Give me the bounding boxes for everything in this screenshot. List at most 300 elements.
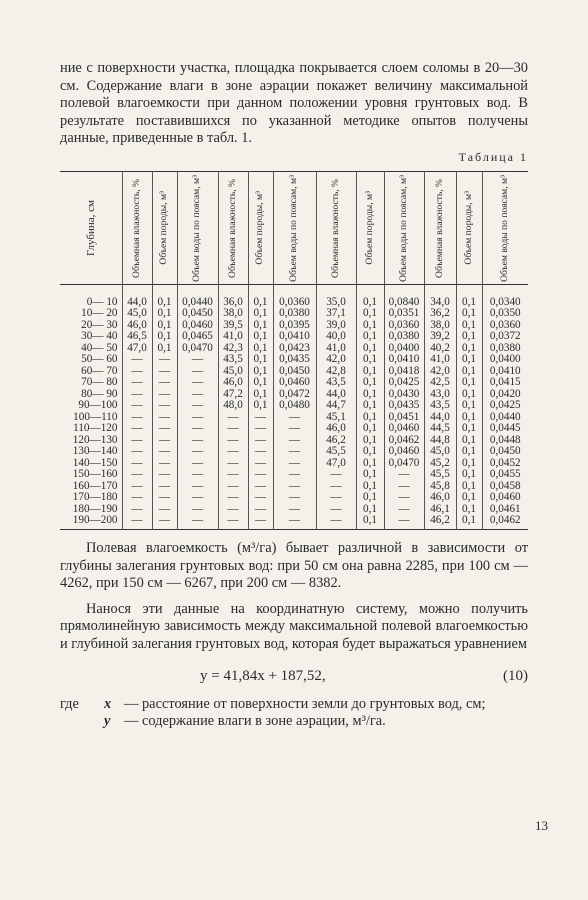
table-cell: 0,0460	[273, 377, 316, 389]
table-cell: 0,1	[456, 308, 482, 320]
table-cell: 0,1	[152, 343, 177, 355]
table-cell: 0,0460	[482, 492, 528, 504]
table-cell: 0,1	[456, 469, 482, 481]
table-cell: 0,1	[248, 284, 273, 308]
table-cell: 0,1	[248, 308, 273, 320]
table-cell: —	[273, 469, 316, 481]
table-cell: —	[248, 435, 273, 447]
table-cell: 45,5	[316, 446, 356, 458]
table-cell: —	[218, 412, 248, 424]
table-cell: —	[248, 446, 273, 458]
table-cell: 0,1	[456, 412, 482, 424]
column-header	[248, 171, 273, 284]
table-cell: —	[177, 504, 218, 516]
table-cell: 42,5	[424, 377, 456, 389]
table-cell: —	[122, 354, 152, 366]
definition-variable: y	[104, 713, 111, 730]
table-cell: 36,2	[424, 308, 456, 320]
table-cell: 0,1	[356, 366, 384, 378]
table-header-row	[60, 171, 528, 284]
column-header-label: Объемная влажность, %	[329, 178, 341, 278]
table-cell: 0,0351	[384, 308, 424, 320]
table-cell: 0,1	[356, 377, 384, 389]
table-cell: 0,1	[356, 308, 384, 320]
column-header-label: Глубина, см	[84, 199, 97, 256]
table-cell: —	[273, 435, 316, 447]
column-header	[384, 171, 424, 284]
table-cell: 0,0445	[482, 423, 528, 435]
definition-text: — расстояние от поверхности земли до грунтовых вод, см;	[124, 695, 486, 712]
column-header	[177, 171, 218, 284]
depth-cell: 190—200	[72, 514, 118, 527]
table-cell: 41,0	[424, 354, 456, 366]
table-cell: 0,0380	[482, 343, 528, 355]
table-cell: 45,8	[424, 481, 456, 493]
table-cell: 46,1	[424, 504, 456, 516]
table-cell: —	[248, 504, 273, 516]
definition-x	[60, 696, 528, 714]
table-cell: 35,0	[316, 284, 356, 308]
table-cell: 48,0	[218, 400, 248, 412]
table-cell: 46,0	[218, 377, 248, 389]
table-cell: 0,0380	[273, 308, 316, 320]
table-cell: 0,1	[152, 284, 177, 308]
depth-cell: 40— 50	[81, 341, 118, 354]
table-cell: 0,0460	[177, 320, 218, 332]
table-cell: 0,1	[356, 435, 384, 447]
depth-cell: 20— 30	[81, 318, 118, 331]
table-cell: 0,1	[152, 308, 177, 320]
table-cell: 0,0840	[384, 284, 424, 308]
depth-cell: 120—130	[72, 433, 118, 446]
table-cell: —	[152, 354, 177, 366]
table-cell: 0,0380	[384, 331, 424, 343]
depth-cell: 50— 60	[81, 353, 118, 366]
column-header-label: Объем породы, м³	[462, 191, 474, 265]
table-cell: —	[218, 446, 248, 458]
table-cell: —	[177, 377, 218, 389]
table-cell: 0,0472	[273, 389, 316, 401]
depth-cell: 30— 40	[81, 330, 118, 343]
column-header	[316, 171, 356, 284]
table-cell: 0,0440	[177, 284, 218, 308]
table-cell: 0,1	[356, 343, 384, 355]
table-cell: 0,0440	[482, 412, 528, 424]
table-cell: —	[152, 481, 177, 493]
table-cell: —	[177, 389, 218, 401]
table-body	[60, 284, 528, 529]
table-cell: —	[122, 481, 152, 493]
table-cell: —	[152, 423, 177, 435]
depth-cell: 80— 90	[81, 387, 118, 400]
table-cell: —	[218, 492, 248, 504]
table-cell: —	[218, 458, 248, 470]
table-cell: 42,3	[218, 343, 248, 355]
table-cell: —	[177, 366, 218, 378]
table-cell: 0,0423	[273, 343, 316, 355]
table-cell: 46,5	[122, 331, 152, 343]
table-cell: —	[316, 469, 356, 481]
column-header	[122, 171, 152, 284]
table-cell: —	[152, 377, 177, 389]
definition-variable: x	[104, 695, 112, 712]
table-cell: 0,0360	[384, 320, 424, 332]
table-cell: —	[122, 458, 152, 470]
table-cell: 0,1	[356, 515, 384, 529]
table-cell: 46,2	[424, 515, 456, 529]
table-cell: 0,1	[456, 458, 482, 470]
table-cell: 47,2	[218, 389, 248, 401]
table-cell: 0,1	[152, 331, 177, 343]
column-header-label: Объемная влажность, %	[433, 178, 445, 278]
table-cell: 45,2	[424, 458, 456, 470]
table-cell: 0,0470	[384, 458, 424, 470]
table-cell: 0,1	[248, 354, 273, 366]
table-cell: 38,0	[218, 308, 248, 320]
table-cell: 44,8	[424, 435, 456, 447]
table-cell: 46,0	[122, 320, 152, 332]
table-cell: 0,0435	[273, 354, 316, 366]
table-cell: —	[152, 515, 177, 529]
table-cell: 0,1	[248, 331, 273, 343]
table-cell: 0,1	[356, 400, 384, 412]
definition-text: — содержание влаги в зоне аэрации, м³/га.	[124, 713, 386, 730]
table-cell: 0,1	[456, 377, 482, 389]
table-cell: —	[273, 515, 316, 529]
table-cell: 0,1	[356, 446, 384, 458]
table-cell: 0,0461	[482, 504, 528, 516]
table-cell: 43,5	[218, 354, 248, 366]
table-cell: 0,0448	[482, 435, 528, 447]
table-cell: 0,0372	[482, 331, 528, 343]
formula	[60, 662, 528, 692]
formula-expression: y = 41,84x + 187,52,	[200, 667, 326, 684]
table-cell: 0,0425	[482, 400, 528, 412]
table-cell: 0,0410	[273, 331, 316, 343]
table-cell: 0,1	[456, 400, 482, 412]
table-cell: 0,0395	[273, 320, 316, 332]
table-cell: 0,1	[248, 343, 273, 355]
table-cell: —	[122, 504, 152, 516]
table-cell: 0,0418	[384, 366, 424, 378]
column-header	[424, 171, 456, 284]
table-cell: —	[273, 481, 316, 493]
table-cell: —	[122, 377, 152, 389]
table-cell: —	[384, 469, 424, 481]
table-cell: 43,5	[316, 377, 356, 389]
depth-cell: 180—190	[72, 502, 118, 515]
table-cell: —	[122, 446, 152, 458]
table-cell: —	[122, 435, 152, 447]
depth-cell: 140—150	[72, 456, 118, 469]
table-cell: 0,0425	[384, 377, 424, 389]
table-cell: —	[248, 515, 273, 529]
table-cell: —	[218, 435, 248, 447]
table-cell: —	[177, 435, 218, 447]
table-cell: 0,1	[356, 320, 384, 332]
depth-cell: 170—180	[72, 491, 118, 504]
column-header-label: Объем породы, м³	[363, 191, 375, 265]
table-cell: 0,0450	[273, 366, 316, 378]
table-caption: Таблица 1	[458, 149, 528, 164]
table-cell: 44,0	[122, 284, 152, 308]
table-cell: 40,0	[316, 331, 356, 343]
table-cell: —	[273, 412, 316, 424]
table-cell: 0,0340	[482, 284, 528, 308]
depth-cell: 110—120	[73, 422, 118, 435]
table-cell: —	[316, 492, 356, 504]
table-cell: 38,0	[424, 320, 456, 332]
table-cell: 0,1	[356, 389, 384, 401]
data-table	[60, 171, 528, 530]
depth-cell: 100—110	[73, 410, 118, 423]
table-cell: —	[122, 366, 152, 378]
page-number: 13	[535, 818, 548, 833]
column-header-label: Объем породы, м³	[254, 191, 266, 265]
table-cell: —	[152, 458, 177, 470]
formula-number: (10)	[503, 667, 528, 684]
table-cell: 36,0	[218, 284, 248, 308]
column-header-label: Объемная влажность, %	[226, 178, 238, 278]
table-cell: 0,1	[248, 320, 273, 332]
depth-cell: 0— 10	[86, 295, 118, 308]
table-cell: 39,0	[316, 320, 356, 332]
paragraph-intro: ние с поверхности участка, площадка покрывается слоем соломы в 20—30 см. Содержание влаги в зоне аэрации покажет величину максимальной полевой влагоемкости при данном положении уровня грунтовых вод. В результате поставившихся по указанной методике опытов получены данные, приведенные в табл. 1.	[60, 60, 528, 147]
table-cell: 46,0	[316, 423, 356, 435]
column-header	[273, 171, 316, 284]
table-cell: 0,1	[248, 389, 273, 401]
table-cell: —	[384, 515, 424, 529]
table-cell: 0,0360	[482, 320, 528, 332]
table-cell: —	[177, 354, 218, 366]
table-cell: 43,0	[424, 389, 456, 401]
variable-definitions	[60, 696, 528, 731]
table-cell: —	[316, 515, 356, 529]
table-cell: —	[152, 504, 177, 516]
table-cell: 0,1	[456, 446, 482, 458]
table-cell: 0,0470	[177, 343, 218, 355]
table-cell: —	[248, 469, 273, 481]
table-cell: 0,1	[456, 320, 482, 332]
table-cell: —	[152, 469, 177, 481]
table-cell: 0,1	[456, 366, 482, 378]
table-cell: 0,0400	[384, 343, 424, 355]
table-cell: 44,7	[316, 400, 356, 412]
table-cell: 0,1	[356, 492, 384, 504]
table-cell: 0,1	[356, 481, 384, 493]
table-cell: 0,1	[356, 458, 384, 470]
table-cell: 0,0435	[384, 400, 424, 412]
where-label: где	[60, 695, 79, 712]
table-cell: 0,0480	[273, 400, 316, 412]
table-cell: 0,1	[456, 354, 482, 366]
table-cell: —	[316, 504, 356, 516]
table-cell: 0,1	[248, 400, 273, 412]
table-cell: 0,0400	[482, 354, 528, 366]
table-cell: 0,1	[356, 469, 384, 481]
table-cell: 0,1	[456, 423, 482, 435]
table-cell: —	[122, 400, 152, 412]
table-cell: 0,0465	[177, 331, 218, 343]
table-cell: 47,0	[122, 343, 152, 355]
table-cell: —	[218, 515, 248, 529]
table-cell: —	[218, 469, 248, 481]
table-cell: 0,1	[456, 481, 482, 493]
depth-cell: 130—140	[72, 445, 118, 458]
table-cell: —	[273, 423, 316, 435]
table-cell: —	[273, 446, 316, 458]
table-cell: —	[273, 458, 316, 470]
table-cell: 44,0	[424, 412, 456, 424]
table-cell: 43,5	[424, 400, 456, 412]
column-header-label: Объем воды по поясам, м³	[191, 174, 203, 282]
table-cell: 0,1	[248, 366, 273, 378]
column-header-label: Объемная влажность, %	[130, 178, 142, 278]
table-cell: —	[248, 458, 273, 470]
table-cell: 0,0462	[482, 515, 528, 529]
table-cell: —	[152, 366, 177, 378]
table-cell: 0,1	[456, 389, 482, 401]
table-cell: 39,2	[424, 331, 456, 343]
table-cell: 0,1	[456, 515, 482, 529]
table-cell: —	[122, 423, 152, 435]
column-header	[218, 171, 248, 284]
table-cell: —	[152, 435, 177, 447]
table-cell: —	[248, 481, 273, 493]
paragraph-dependence: Нанося эти данные на координатную систему, можно получить прямолинейную зависимость между максимальной полевой влагоемкостью и глубиной залегания грунтовых вод, которая будет выражаться уравнением	[60, 600, 528, 652]
table-cell: —	[152, 389, 177, 401]
depth-cell: 70— 80	[81, 376, 118, 389]
table-cell: 45,1	[316, 412, 356, 424]
table-cell: 0,1	[356, 284, 384, 308]
table-cell: 45,0	[424, 446, 456, 458]
table-cell: 0,0460	[384, 446, 424, 458]
table-cell: 0,1	[456, 343, 482, 355]
table-cell: —	[177, 446, 218, 458]
table-cell: 45,0	[218, 366, 248, 378]
table-cell: —	[218, 504, 248, 516]
table-cell: 0,1	[456, 284, 482, 308]
table-cell: —	[384, 504, 424, 516]
table-cell: 0,0458	[482, 481, 528, 493]
table-cell: —	[177, 492, 218, 504]
table-cell: 0,0410	[384, 354, 424, 366]
depth-cell: 150—160	[72, 468, 118, 481]
table-cell: 0,1	[248, 377, 273, 389]
column-header	[456, 171, 482, 284]
table-cell: 45,5	[424, 469, 456, 481]
table-cell: 0,1	[456, 504, 482, 516]
table-cell: —	[177, 423, 218, 435]
table-cell: —	[273, 492, 316, 504]
depth-cell: 160—170	[72, 479, 118, 492]
column-header	[482, 171, 528, 284]
table-cell: 0,1	[152, 320, 177, 332]
table-cell: 44,5	[424, 423, 456, 435]
table-cell: 42,8	[316, 366, 356, 378]
column-header	[60, 171, 122, 284]
column-header-label: Объем воды по поясам, м³	[499, 174, 511, 282]
column-header-label: Объем воды по поясам, м³	[288, 174, 300, 282]
table-cell: —	[384, 481, 424, 493]
column-header	[356, 171, 384, 284]
table-cell: —	[384, 492, 424, 504]
table-cell: 47,0	[316, 458, 356, 470]
table-row	[60, 284, 528, 308]
page	[60, 60, 528, 731]
column-header-label: Объем породы, м³	[158, 191, 170, 265]
column-header	[152, 171, 177, 284]
table-cell: 0,1	[356, 412, 384, 424]
table-cell: 42,0	[316, 354, 356, 366]
table-cell: —	[122, 389, 152, 401]
table-cell: 0,0410	[482, 366, 528, 378]
table-cell: —	[122, 412, 152, 424]
table-cell: —	[177, 458, 218, 470]
table-cell: 46,2	[316, 435, 356, 447]
table-cell: —	[152, 412, 177, 424]
table-cell: —	[122, 492, 152, 504]
table-cell: 0,1	[356, 504, 384, 516]
table-cell: —	[177, 481, 218, 493]
table-cell: —	[177, 515, 218, 529]
table-cell: 0,0430	[384, 389, 424, 401]
table-cell: 0,0462	[384, 435, 424, 447]
table-cell: 0,1	[456, 492, 482, 504]
table-cell: 0,0420	[482, 389, 528, 401]
depth-cell: 60— 70	[81, 364, 118, 377]
table-cell: —	[152, 400, 177, 412]
paragraph-capacity: Полевая влагоемкость (м³/га) бывает различной в зависимости от глубины залегания грунтовых вод: при 50 см она равна 2285, при 100 см — 4262, при 150 см — 6267, при 200 см — 8382.	[60, 539, 528, 592]
table-cell: 34,0	[424, 284, 456, 308]
table-cell: 42,0	[424, 366, 456, 378]
table-cell: —	[248, 492, 273, 504]
table-cell: 0,0415	[482, 377, 528, 389]
depth-cell: 10— 20	[81, 307, 118, 320]
table-cell: —	[248, 423, 273, 435]
table-cell: —	[122, 515, 152, 529]
table-cell: 0,0360	[273, 284, 316, 308]
table-cell: 0,0350	[482, 308, 528, 320]
table-cell: 0,1	[356, 423, 384, 435]
table-cell: 0,1	[456, 435, 482, 447]
table-cell: 0,1	[456, 331, 482, 343]
table-cell: 44,0	[316, 389, 356, 401]
table-cell: 0,1	[356, 354, 384, 366]
table-cell: 45,0	[122, 308, 152, 320]
table-cell: —	[316, 481, 356, 493]
table-cell: 41,0	[218, 331, 248, 343]
table-cell: 0,0451	[384, 412, 424, 424]
table-cell: —	[152, 446, 177, 458]
table-cell: —	[177, 412, 218, 424]
depth-cell: 90—100	[78, 399, 118, 412]
table-cell: —	[218, 423, 248, 435]
table-cell: —	[177, 400, 218, 412]
table-cell: 39,5	[218, 320, 248, 332]
table-cell: —	[152, 492, 177, 504]
table-cell: 0,0450	[177, 308, 218, 320]
table-cell: —	[273, 504, 316, 516]
table-cell: 41,0	[316, 343, 356, 355]
table-cell: 40,2	[424, 343, 456, 355]
table-cell: 0,0455	[482, 469, 528, 481]
table-cell: —	[248, 412, 273, 424]
table-cell: —	[218, 481, 248, 493]
column-header-label: Объем воды по поясам, м³	[397, 174, 409, 282]
table-row	[60, 515, 528, 529]
table-cell: 46,0	[424, 492, 456, 504]
